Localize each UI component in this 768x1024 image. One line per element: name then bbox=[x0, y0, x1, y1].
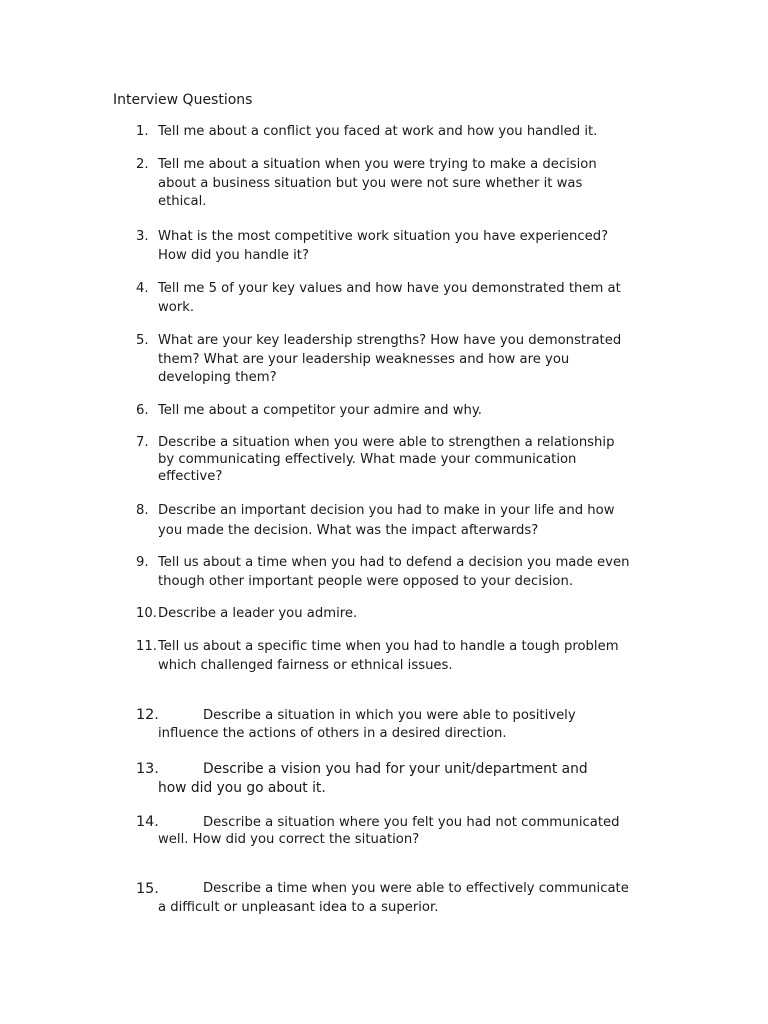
question-number: 6. bbox=[136, 403, 149, 418]
question-text-line: a difficult or unpleasant idea to a superior. bbox=[158, 899, 439, 915]
question-number: 14. bbox=[136, 814, 159, 830]
question-text-line: them? What are your leadership weaknesses and how are you bbox=[158, 351, 570, 367]
question-item bbox=[136, 501, 615, 540]
question-number: 15. bbox=[136, 881, 159, 897]
question-text-line: Describe a situation in which you were able to positively bbox=[203, 708, 576, 723]
question-text-line: effective? bbox=[158, 469, 223, 484]
question-number: 5. bbox=[136, 333, 149, 348]
question-number: 2. bbox=[136, 157, 149, 172]
question-text-line: how did you go about it. bbox=[158, 779, 326, 796]
question-text-line: by communicating effectively. What made your communication bbox=[158, 452, 577, 467]
question-number: 8. bbox=[136, 503, 149, 518]
question-item bbox=[136, 156, 597, 212]
question-number: 7. bbox=[136, 435, 149, 450]
question-number: 4. bbox=[136, 281, 149, 296]
question-text-line: Describe a time when you were able to effectively communicate bbox=[203, 881, 629, 896]
question-text-line: Tell us about a specific time when you had to handle a tough problem bbox=[158, 639, 619, 654]
question-item bbox=[136, 402, 482, 421]
question-text-line: work. bbox=[158, 299, 195, 315]
question-number: 13. bbox=[136, 761, 159, 777]
question-text-line: Tell me about a competitor your admire and why. bbox=[158, 403, 482, 418]
question-text-line: How did you handle it? bbox=[158, 247, 309, 263]
question-number: 9. bbox=[136, 555, 149, 570]
question-item bbox=[136, 880, 629, 917]
question-text-line: What are your key leadership strengths? How have you demonstrated bbox=[158, 333, 622, 348]
question-item bbox=[136, 554, 630, 591]
question-number: 1. bbox=[136, 124, 149, 139]
question-text-line: Describe an important decision you had to make in your life and how bbox=[158, 503, 615, 518]
question-text-line: Tell me about a situation when you were trying to make a decision bbox=[158, 157, 597, 172]
question-text-line: Describe a vision you had for your unit/department and bbox=[203, 761, 588, 777]
question-text-line: developing them? bbox=[158, 370, 277, 385]
question-text-line: Describe a situation where you felt you had not communicated bbox=[203, 815, 620, 830]
question-item bbox=[136, 760, 588, 797]
question-text-line: you made the decision. What was the impact afterwards? bbox=[158, 522, 539, 538]
question-text-line: Tell me about a conflict you faced at work and how you handled it. bbox=[158, 124, 598, 139]
question-text-line: What is the most competitive work situation you have experienced? bbox=[158, 229, 609, 244]
question-text-line: influence the actions of others in a desired direction. bbox=[158, 725, 507, 741]
question-text-line: which challenged fairness or ethnical issues. bbox=[158, 657, 453, 673]
question-number: 10. bbox=[136, 606, 157, 621]
document-title: Interview Questions bbox=[113, 92, 253, 108]
question-text-line: Tell us about a time when you had to defend a decision you made even bbox=[158, 555, 630, 570]
question-text-line: Describe a leader you admire. bbox=[158, 606, 358, 621]
question-item bbox=[136, 814, 620, 848]
question-item bbox=[136, 123, 598, 142]
question-item bbox=[136, 707, 576, 742]
question-text-line: well. How did you correct the situation? bbox=[158, 832, 420, 847]
question-number: 3. bbox=[136, 229, 149, 244]
question-text-line: ethical. bbox=[158, 194, 207, 209]
question-item bbox=[136, 638, 619, 675]
question-text-line: Tell me 5 of your key values and how have you demonstrated them at bbox=[158, 281, 621, 296]
question-number: 11. bbox=[136, 639, 157, 654]
question-item bbox=[136, 332, 622, 388]
question-text-line: Describe a situation when you were able to strengthen a relationship bbox=[158, 435, 615, 450]
question-item bbox=[136, 434, 615, 485]
question-item bbox=[136, 605, 358, 624]
question-item bbox=[136, 280, 621, 317]
question-text-line: about a business situation but you were not sure whether it was bbox=[158, 175, 583, 191]
question-item bbox=[136, 228, 609, 265]
question-number: 12. bbox=[136, 707, 159, 723]
question-text-line: though other important people were opposed to your decision. bbox=[158, 573, 574, 589]
